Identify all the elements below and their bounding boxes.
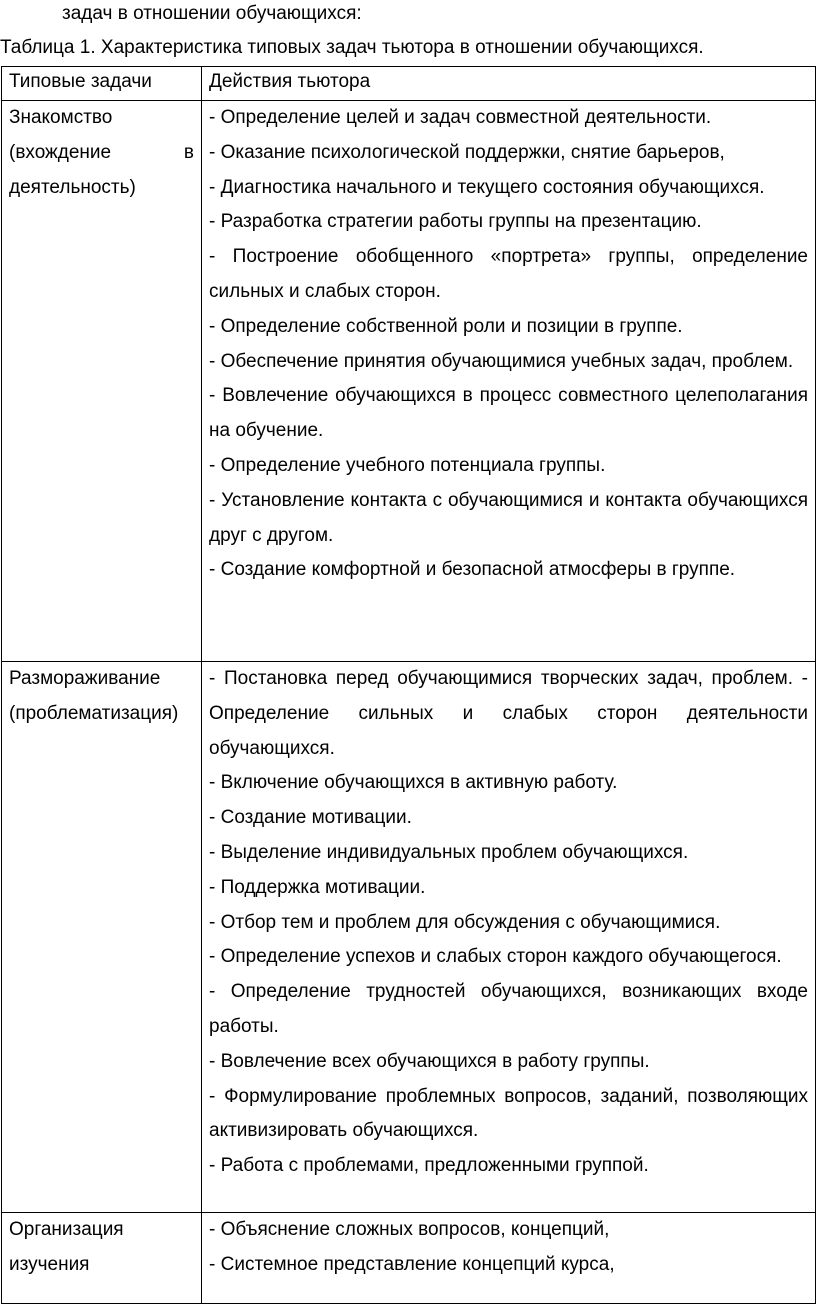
- action-item: - Определение целей и задач совместной деятельности.: [209, 107, 712, 128]
- task-cell: [2, 1213, 202, 1304]
- actions-cell: [202, 101, 816, 662]
- action-item: - Создание мотивации.: [209, 807, 412, 829]
- table-row: [2, 1213, 816, 1304]
- action-item: - Оказание психологической поддержки, снятие барьеров,: [209, 141, 725, 163]
- action-item: - Постановка перед обучающимися творческих задач, проблем. - Определение сильных и слабых сторон деятельности обучающихся.: [209, 668, 808, 759]
- header-tutor-actions: Действия тьютора: [202, 67, 816, 101]
- task-line: Организация: [9, 1219, 124, 1240]
- action-item: - Определение собственной роли и позиции в группе.: [209, 315, 683, 337]
- action-item: - Определение успехов и слабых сторон каждого обучающегося.: [209, 946, 782, 968]
- action-item: - Вовлечение всех обучающихся в работу группы.: [209, 1050, 650, 1072]
- task-line: Знакомство: [9, 107, 113, 128]
- table-caption: Таблица 1. Характеристика типовых задач тьютора в отношении обучающихся.: [0, 37, 704, 58]
- actions-cell: [202, 1213, 816, 1304]
- table-header-row: [2, 67, 816, 101]
- table-row: [2, 662, 816, 1213]
- action-item: - Выделение индивидуальных проблем обучающихся.: [209, 841, 689, 863]
- action-item: - Определение трудностей обучающихся, возникающих входе работы.: [209, 981, 808, 1037]
- action-item: - Установление контакта с обучающимися и контакта обучающихся друг с другом.: [209, 489, 808, 546]
- task-line: (проблематизация): [9, 702, 179, 724]
- actions-cell: [202, 662, 816, 1213]
- task-cell: [2, 101, 202, 662]
- action-item: - Определение учебного потенциала группы.: [209, 454, 606, 476]
- action-item: - Обеспечение принятия обучающимися учебных задач, проблем.: [209, 350, 794, 372]
- action-item: - Диагностика начального и текущего состояния обучающихся.: [209, 176, 765, 198]
- action-item: - Поддержка мотивации.: [209, 876, 426, 898]
- action-item: - Системное представление концепций курса,: [209, 1253, 615, 1275]
- action-item: - Объяснение сложных вопросов, концепций,: [209, 1219, 610, 1240]
- task-line: изучения: [9, 1253, 90, 1275]
- task-cell: [2, 662, 202, 1213]
- header-typical-tasks: Типовые задачи: [2, 67, 202, 101]
- action-item: - Вовлечение обучающихся в процесс совместного целеполагания на обучение.: [209, 385, 808, 442]
- action-item: - Создание комфортной и безопасной атмосферы в группе.: [209, 559, 736, 581]
- tutor-tasks-table: [1, 66, 816, 1304]
- action-item: - Разработка стратегии работы группы на презентацию.: [209, 211, 702, 233]
- action-item: - Включение обучающихся в активную работу.: [209, 772, 618, 794]
- task-line: деятельность): [9, 176, 136, 198]
- task-line: Размораживание: [9, 668, 161, 689]
- action-item: - Отбор тем и проблем для обсуждения с обучающимися.: [209, 911, 721, 933]
- action-item: - Формулирование проблемных вопросов, заданий, позволяющих активизировать обучающихся.: [209, 1085, 808, 1142]
- intro-text: задач в отношении обучающихся:: [62, 3, 362, 24]
- action-item: - Построение обобщенного «портрета» группы, определение сильных и слабых сторон.: [209, 246, 808, 302]
- table-row: [2, 101, 816, 662]
- action-item: - Работа с проблемами, предложенными группой.: [209, 1155, 649, 1177]
- task-line: (вхождение в: [9, 141, 194, 163]
